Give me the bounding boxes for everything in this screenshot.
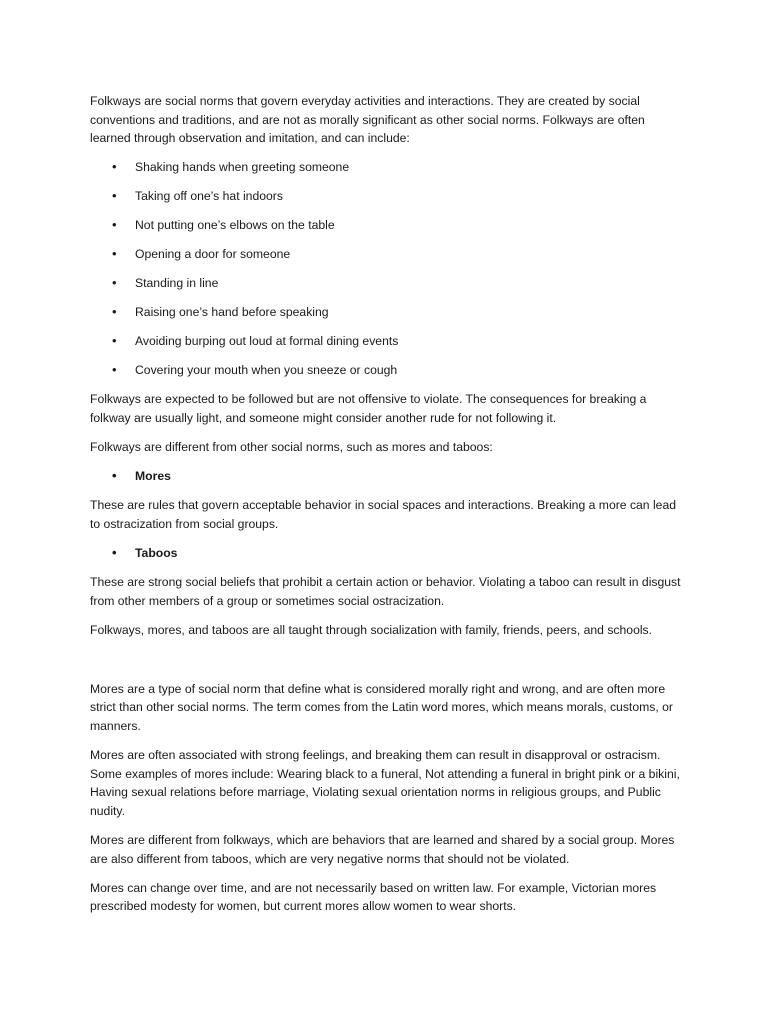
list-item: • Opening a door for someone xyxy=(90,245,682,264)
taboos-term-list xyxy=(90,544,682,563)
section-spacer xyxy=(90,650,682,680)
socialization-paragraph: Folkways, mores, and taboos are all taught through socialization with family, friends, peers, and schools. xyxy=(90,622,653,637)
list-item: • Not putting one’s elbows on the table xyxy=(90,216,682,235)
document-body xyxy=(90,92,682,926)
mores-term-list xyxy=(90,467,682,486)
list-item: • Standing in line xyxy=(90,274,682,293)
mores-examples-paragraph: Mores are often associated with strong feelings, and breaking them can result in disapproval or ostracism. Some examples of mores include: Wearing black to a funeral, Not attending a funeral in bright pink or a bikini, Having sexual relations before marriage, Violating sexual orientation norms in religious groups, and Public nudity. xyxy=(90,747,680,819)
list-item: • Covering your mouth when you sneeze or cough xyxy=(90,361,682,380)
folkways-intro-paragraph: Folkways are social norms that govern everyday activities and interactions. They are created by social conventions and traditions, and are not as morally significant as other social norms. Folkways are often learned through observation and imitation, and can include: xyxy=(90,94,645,146)
folkways-expectation-paragraph: Folkways are expected to be followed but are not offensive to violate. The consequences for breaking a folkway are usually light, and someone might consider another rude for not following it. xyxy=(90,392,647,426)
mores-term: • Mores xyxy=(90,467,682,486)
taboos-term: • Taboos xyxy=(90,544,682,563)
list-item: • Raising one’s hand before speaking xyxy=(90,303,682,322)
mores-definition-paragraph: Mores are a type of social norm that define what is considered morally right and wrong, and are often more strict than other social norms. The term comes from the Latin word mores, which means morals, customs, or manners. xyxy=(90,681,673,733)
mores-description-paragraph: These are rules that govern acceptable behavior in social spaces and interactions. Breaking a more can lead to ostracization from social groups. xyxy=(90,498,677,531)
mores-difference-paragraph: Mores are different from folkways, which are behaviors that are learned and shared by a social group. Mores are also different from taboos, which are very negative norms that should not be violated. xyxy=(90,833,675,866)
list-item: • Taking off one’s hat indoors xyxy=(90,187,682,206)
mores-change-paragraph: Mores can change over time, and are not necessarily based on written law. For example, Victorian mores prescribed modesty for women, but current mores allow women to wear shorts. xyxy=(90,880,657,914)
list-item: • Avoiding burping out loud at formal dining events xyxy=(90,332,682,351)
taboos-description-paragraph: These are strong social beliefs that prohibit a certain action or behavior. Violating a taboo can result in disgust from other members of a group or sometimes social ostracization. xyxy=(90,574,681,608)
folkways-difference-paragraph: Folkways are different from other social norms, such as mores and taboos: xyxy=(90,440,493,455)
list-item: • Shaking hands when greeting someone xyxy=(90,158,682,177)
folkways-examples-list xyxy=(90,158,682,380)
